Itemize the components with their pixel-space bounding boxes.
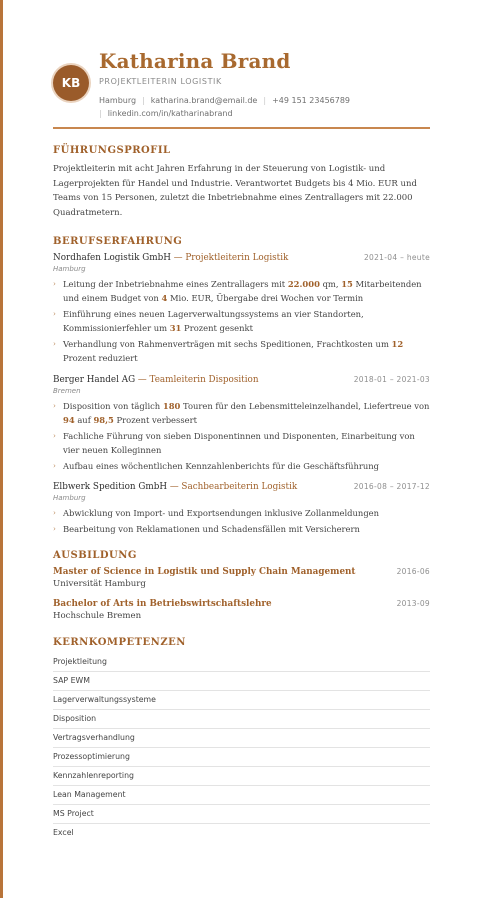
bullet-text: Disposition von täglich — [63, 400, 163, 411]
job-bullets — [53, 506, 430, 536]
bullet-text: Prozent verbessert — [113, 415, 197, 426]
job-title — [53, 375, 259, 385]
skill-item: Lagerverwaltungssysteme — [53, 691, 430, 710]
bullet-text: Mio. EUR, Übergabe drei Wochen vor Termin — [167, 293, 364, 304]
profile-title: FÜHRUNGSPROFIL — [53, 145, 171, 156]
bullet-arrow-icon: › — [53, 401, 56, 410]
avatar: KB — [53, 65, 89, 101]
job-title — [53, 482, 297, 492]
highlight-number: 31 — [169, 323, 182, 334]
job-bullet — [53, 399, 430, 428]
job-bullet — [53, 459, 430, 473]
bullet-arrow-icon: › — [53, 340, 56, 349]
bullet-arrow-icon: › — [53, 310, 56, 319]
education-entry — [53, 599, 430, 621]
education-title: AUSBILDUNG — [53, 550, 137, 562]
contact-phone[interactable]: +49 151 23456789 — [272, 96, 351, 105]
job-dash: — — [170, 253, 186, 263]
contact-line — [99, 94, 429, 120]
bullet-text: Touren für den Lebensmitteleinzelhandel, Liefertreue von — [180, 400, 430, 411]
skill-item: Vertragsverhandlung — [53, 729, 430, 748]
header-divider — [53, 127, 430, 129]
highlight-number: 4 — [161, 293, 168, 304]
highlight-number: 94 — [63, 415, 75, 426]
highlight-number: 180 — [162, 400, 181, 411]
job-header — [53, 375, 430, 385]
education-list — [53, 567, 430, 621]
skill-item: Projektleitung — [53, 653, 430, 672]
job-entry — [53, 375, 430, 473]
experience-section — [53, 236, 430, 536]
highlight-number: 98,5 — [93, 415, 114, 426]
skill-item: Prozessoptimierung — [53, 748, 430, 767]
skill-item: Lean Management — [53, 786, 430, 805]
education-header — [53, 599, 430, 609]
job-bullet — [53, 522, 430, 536]
job-header — [53, 482, 430, 492]
bullet-arrow-icon: › — [53, 431, 56, 440]
job-dates: 2018-01 – 2021-03 — [353, 374, 430, 384]
job-header — [53, 253, 430, 263]
contact-separator: | — [263, 96, 267, 105]
job-position: Sachbearbeiterin Logistik — [181, 482, 298, 493]
job-company: Nordhafen Logistik GmbH — [53, 253, 171, 263]
job-position: Projektleiterin Logistik — [185, 253, 289, 263]
profile-section — [53, 145, 430, 220]
job-bullets — [53, 277, 430, 366]
education-date: 2016-06 — [396, 567, 430, 577]
accent-bar — [0, 0, 3, 898]
bullet-text: Prozent reduziert — [63, 353, 138, 364]
job-bullet — [53, 506, 430, 520]
job-company: Elbwerk Spedition GmbH — [53, 482, 168, 493]
contact-linkedin[interactable]: linkedin.com/in/katharinabrand — [107, 109, 233, 118]
job-list — [53, 253, 430, 536]
education-date: 2013-09 — [396, 599, 430, 609]
education-degree: Master of Science in Logistik und Supply Chain Management — [53, 567, 356, 578]
resume-page — [53, 0, 430, 842]
education-school: Hochschule Bremen — [53, 611, 142, 622]
bullet-arrow-icon: › — [53, 280, 56, 288]
contact-email[interactable]: katharina.brand@email.de — [150, 96, 258, 105]
skill-item: MS Project — [53, 805, 430, 824]
job-dash: — — [167, 482, 182, 493]
education-header — [53, 567, 430, 577]
bullet-text: auf — [74, 415, 94, 426]
bullet-text: Leitung der Inbetriebnahme eines Zentrallagers mit — [63, 279, 288, 289]
job-position: Teamleiterin Disposition — [149, 374, 259, 385]
education-degree: Bachelor of Arts in Betriebswirtschaftslehre — [53, 599, 272, 610]
job-bullet — [53, 429, 430, 458]
job-dates: 2021-04 – heute — [363, 253, 430, 262]
resume-header — [53, 0, 430, 128]
bullet-text: Verhandlung von Rahmenverträgen mit sechs Speditionen, Frachtkosten um — [63, 339, 392, 350]
person-role: PROJEKTLEITERIN LOGISTIK — [99, 77, 222, 86]
skill-item: Excel — [53, 828, 74, 838]
skills-list — [53, 653, 430, 842]
bullet-arrow-icon: › — [53, 461, 56, 470]
bullet-arrow-icon: › — [53, 509, 56, 518]
highlight-number: 12 — [391, 339, 404, 350]
bullet-text: Mitarbeitenden und einem Budget von — [63, 279, 422, 304]
skill-item: Kennzahlenreporting — [53, 767, 430, 786]
job-bullet — [53, 307, 430, 336]
highlight-number: 15 — [341, 279, 353, 289]
bullet-arrow-icon: › — [53, 525, 56, 534]
education-section — [53, 550, 430, 621]
job-bullets — [53, 399, 430, 473]
contact-city: Hamburg — [99, 96, 137, 105]
bullet-text: qm, — [319, 279, 342, 289]
profile-text: Projektleiterin mit acht Jahren Erfahrung in der Steuerung von Logistik- und Lagerprojekten für Handel und Industrie. Verantwortet Budgets bis 4 Mio. EUR und Teams von 15 Personen, zuletzt die Inbetriebnahme eines Zentrallagers mit 22.000 Quadratmetern. — [53, 164, 417, 218]
skill-item: Disposition — [53, 710, 430, 729]
job-dash: — — [135, 374, 150, 385]
skills-title: KERNKOMPETENZEN — [53, 637, 186, 649]
bullet-text: Fachliche Führung von sieben Disponentinnen und Disponenten, Einarbeitung von vier neuen Kolleginnen — [63, 430, 415, 456]
skills-section — [53, 637, 430, 842]
job-location: Bremen — [53, 386, 81, 395]
skill-item: SAP EWM — [53, 672, 430, 691]
job-entry — [53, 482, 430, 536]
bullet-text: Einführung eines neuen Lagerverwaltungssystems an vier Standorten, Kommissionierfehler um — [63, 309, 364, 334]
person-name: Katharina Brand — [99, 49, 291, 73]
bullet-text: Bearbeitung von Reklamationen und Schadensfällen mit Versicherern — [63, 524, 360, 535]
education-school: Universität Hamburg — [53, 579, 146, 590]
job-entry — [53, 253, 430, 366]
job-bullet — [53, 277, 430, 306]
job-location: Hamburg — [53, 494, 86, 503]
job-company: Berger Handel AG — [53, 374, 136, 385]
highlight-number: 22.000 — [287, 279, 320, 289]
contact-separator: | — [99, 109, 102, 118]
bullet-text: Abwicklung von Import- und Exportsendungen inklusive Zollanmeldungen — [63, 508, 380, 519]
contact-separator: | — [142, 96, 145, 105]
job-location: Hamburg — [53, 265, 86, 273]
education-entry — [53, 567, 430, 589]
bullet-text: Aufbau eines wöchentlichen Kennzahlenberichts für die Geschäftsführung — [63, 460, 380, 471]
bullet-text: Prozent gesenkt — [181, 323, 253, 334]
job-bullet — [53, 337, 430, 366]
job-title — [53, 253, 288, 263]
job-dates: 2016-08 – 2017-12 — [353, 482, 430, 492]
experience-title: BERUFSERFAHRUNG — [53, 236, 183, 247]
